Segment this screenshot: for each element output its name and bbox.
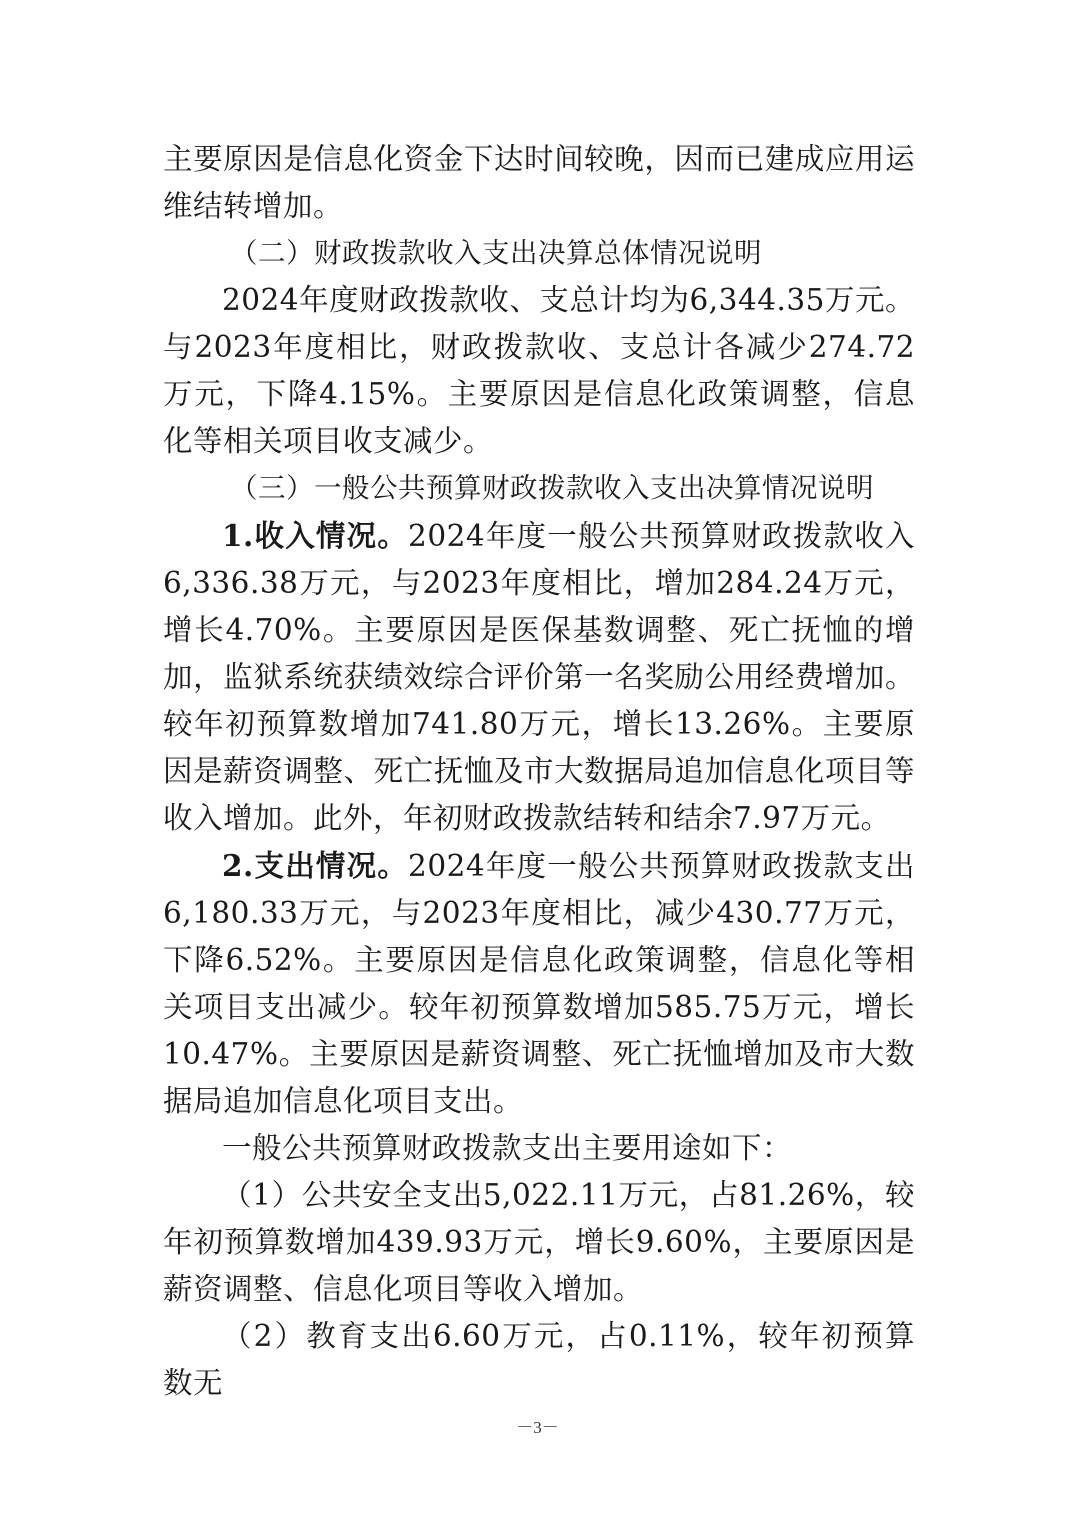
expense-lead: 2.支出情况。: [222, 848, 409, 883]
paragraph-item-public-security: （1）公共安全支出5,022.11万元，占81.26%，较年初预算数增加439.93万元，增长9.60%，主要原因是薪资调整、信息化项目等收入增加。: [163, 1178, 915, 1306]
paragraph-income: [163, 512, 915, 842]
paragraph-uses-intro: 一般公共预算财政拨款支出主要用途如下：: [222, 1131, 793, 1165]
income-text: 2024年度一般公共预算财政拨款收入6,336.38万元，与2023年度相比，增加284.24万元，增长4.70%。主要原因是医保基数调整、死亡抚恤的增加，监狱系统获绩效综合评价第一名奖励公用经费增加。较年初预算数增加741.80万元，增长13.26%。主要原因是薪资调整、死亡抚恤及市大数据局追加信息化项目等收入增加。此外，年初财政拨款结转和结余7.97万元。: [163, 519, 916, 835]
paragraph-item-education: （2）教育支出6.60万元，占0.11%，较年初预算数无: [163, 1319, 915, 1400]
expense-text: 2024年度一般公共预算财政拨款支出6,180.33万元，与2023年度相比，减少430.77万元，下降6.52%。主要原因是信息化政策调整，信息化等相关项目支出减少。较年初预算数增加585.75万元，增长10.47%。主要原因是薪资调整、死亡抚恤增加及市大数据局追加信息化项目支出。: [163, 849, 916, 1118]
paragraph-expense: [163, 842, 915, 1125]
section-heading-2: （二）财政拨款收入支出决算总体情况说明: [230, 237, 762, 269]
document-body: [163, 136, 915, 1407]
section-heading-3: （三）一般公共预算财政拨款收入支出决算情况说明: [230, 472, 874, 504]
paragraph-total-funding: 2024年度财政拨款收、支总计均为6,344.35万元。与2023年度相比，财政拨款收、支总计各减少274.72万元，下降4.15%。主要原因是信息化政策调整，信息化等相关项目收支减少。: [163, 283, 915, 458]
page-number: －3－: [516, 1418, 559, 1437]
income-lead: 1.收入情况。: [222, 518, 409, 553]
paragraph-continuation: 主要原因是信息化资金下达时间较晚，因而已建成应用运维结转增加。: [163, 142, 915, 223]
